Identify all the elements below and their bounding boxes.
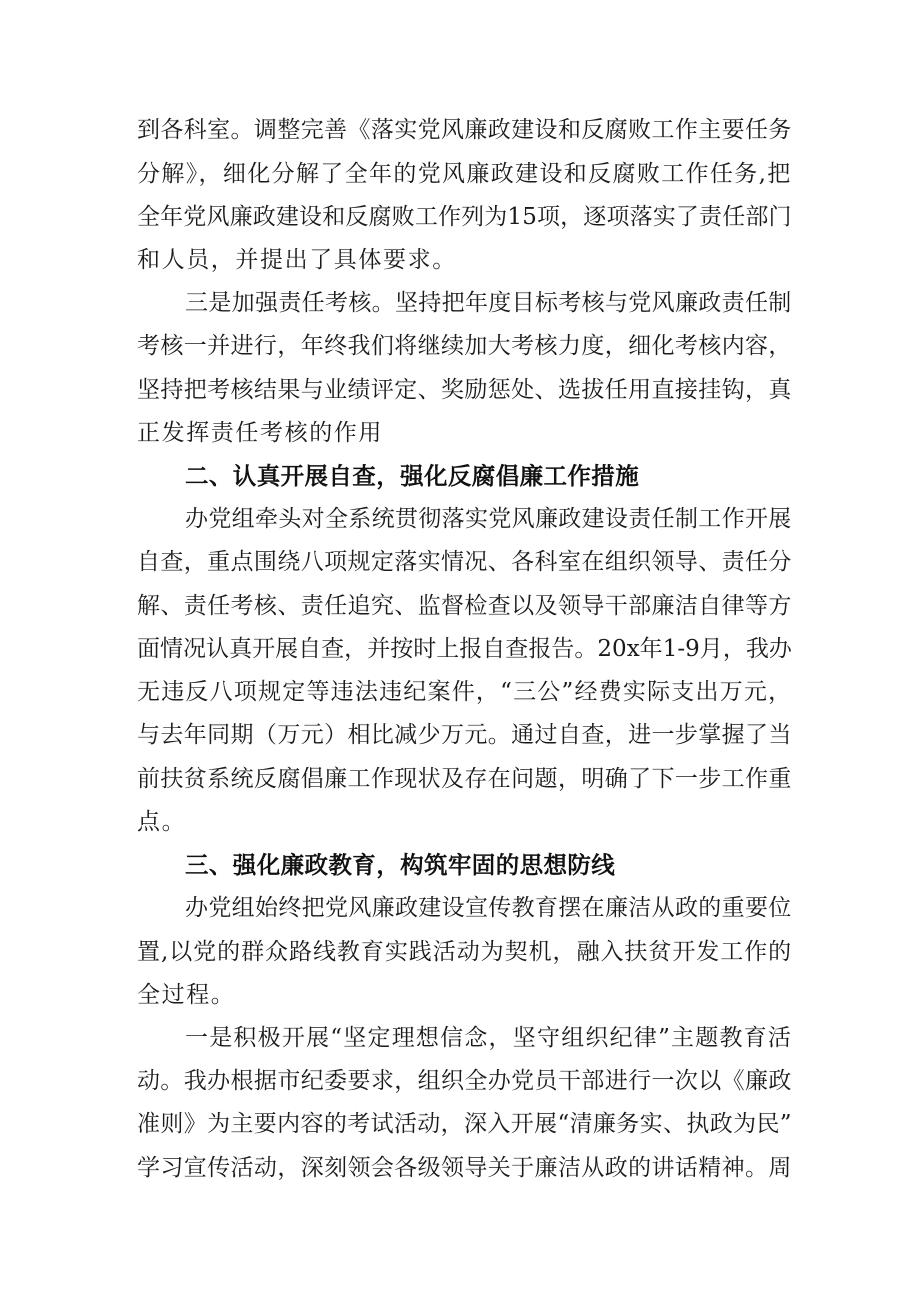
paragraph-first-line: 三是加强责任考核。坚持把年度目标考核与党风廉政责任制 (185, 290, 792, 316)
text-line: 动。我办根据市纪委要求，组织全办党员干部进行一次以《廉政 (137, 1068, 792, 1094)
text-line: 面情况认真开展自查，并按时上报自查报告。20x年1-9月，我办 (137, 636, 792, 662)
text-line: 与去年同期（万元）相比减少万元。通过自查，进一步掌握了当 (137, 722, 792, 748)
text-line: 坚持把考核结果与业绩评定、奖励惩处、选拔任用直接挂钩，真 (137, 377, 792, 403)
text-line: 无违反八项规定等违法违纪案件，“三公”经费实际支出万元， (137, 679, 793, 705)
text-line: 和人员，并提出了具体要求。 (137, 247, 457, 273)
text-line: 准则》为主要内容的考试活动，深入开展“清廉务实、执政为民” (137, 1111, 792, 1137)
text-line: 置,以党的群众路线教育实践活动为契机，融入扶贫开发工作的 (137, 939, 793, 965)
text-line: 自查，重点围绕八项规定落实情况、各科室在组织领导、责任分 (137, 549, 792, 575)
paragraph-first-line: 一是积极开展“坚定理想信念，坚守组织纪律”主题教育活 (185, 1025, 793, 1051)
text-line: 学习宣传活动，深刻领会各级领导关于廉洁从政的讲话精神。周 (137, 1155, 792, 1181)
text-line: 考核一并进行，年终我们将继续加大考核力度，细化考核内容， (137, 333, 792, 359)
section-heading-3: 三、强化廉政教育，构筑牢固的思想防线 (185, 851, 616, 879)
text-line: 点。 (137, 809, 187, 835)
section-heading-2: 二、认真开展自查，强化反腐倡廉工作措施 (185, 462, 640, 490)
text-line: 全年党风廉政建设和反腐败工作列为15项，逐项落实了责任部门 (137, 204, 792, 230)
paragraph-first-line: 办党组始终把党风廉政建设宣传教育摆在廉洁从政的重要位 (185, 895, 792, 921)
text-line: 解、责任考核、责任追究、监督检查以及领导干部廉洁自律等方 (137, 593, 792, 619)
text-line: 分解》，细化分解了全年的党风廉政建设和反腐败工作任务,把 (137, 161, 792, 187)
text-line: 到各科室。调整完善《落实党风廉政建设和反腐败工作主要任务 (137, 117, 792, 143)
text-line: 全过程。 (137, 982, 236, 1008)
text-line: 前扶贫系统反腐倡廉工作现状及存在问题，明确了下一步工作重 (137, 766, 792, 792)
text-line: 正发挥责任考核的作用 (137, 420, 383, 446)
paragraph-first-line: 办党组牵头对全系统贯彻落实党风廉政建设责任制工作开展 (185, 506, 792, 532)
